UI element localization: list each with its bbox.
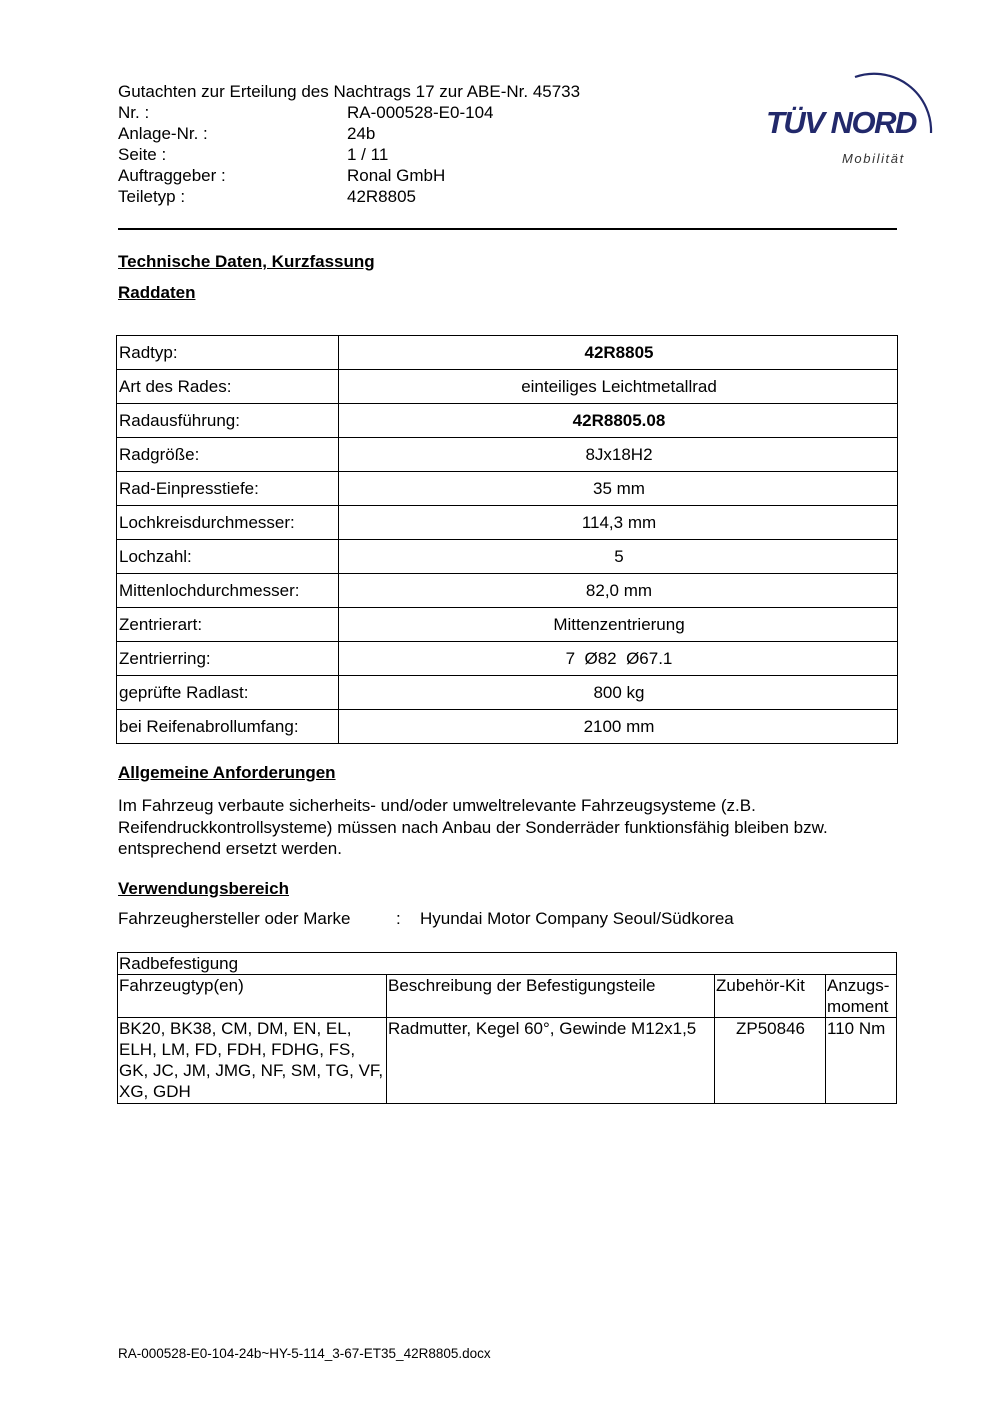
table-row: [117, 540, 898, 574]
row-value: 42R8805.08: [339, 404, 898, 438]
row-value: 2100 mm: [339, 710, 898, 744]
table-row: [117, 404, 898, 438]
raddaten-table: [116, 335, 898, 744]
allgemein-text: Im Fahrzeug verbaute sicherheits- und/oder umweltrelevante Fahrzeugsysteme (z.B. Reifendruckkontrollsysteme) müssen nach Anbau der Sonderräder funktionsfähig bleiben bzw. entsprechend ersetzt werden.: [118, 796, 828, 858]
row-value: Mittenzentrierung: [339, 608, 898, 642]
logo-subtitle: Mobilität: [842, 151, 905, 166]
row-label: Radgröße:: [117, 438, 339, 472]
table-row: [117, 642, 898, 676]
table-title: Radbefestigung: [118, 953, 897, 975]
row-label: Lochkreisdurchmesser:: [117, 506, 339, 540]
table-header-row: [118, 975, 897, 1018]
header-row-seite: [118, 144, 718, 165]
row-value: 7 Ø82 Ø67.1: [339, 642, 898, 676]
row-value: 5: [339, 540, 898, 574]
manufacturer-row: [118, 909, 734, 929]
row-value: 800 kg: [339, 676, 898, 710]
row-value: 114,3 mm: [339, 506, 898, 540]
section-heading-raddaten: Raddaten: [118, 283, 196, 302]
row-label: Zentrierring:: [117, 642, 339, 676]
row-value: 35 mm: [339, 472, 898, 506]
table-title-row: [118, 953, 897, 975]
row-label: Rad-Einpresstiefe:: [117, 472, 339, 506]
header-key: Anlage-Nr. :: [118, 124, 208, 143]
header-key: Auftraggeber :: [118, 166, 226, 185]
table-row: [117, 370, 898, 404]
row-label: geprüfte Radlast:: [117, 676, 339, 710]
header-key: Seite :: [118, 145, 167, 164]
table-row: [117, 472, 898, 506]
manufacturer-colon: :: [396, 909, 401, 928]
section-heading-verwendung: Verwendungsbereich: [118, 879, 289, 898]
manufacturer-value: Hyundai Motor Company Seoul/Südkorea: [420, 909, 734, 928]
row-value: 42R8805: [339, 336, 898, 370]
column-header: Fahrzeugtyp(en): [118, 975, 387, 1018]
header-row-anlage: [118, 123, 718, 144]
section-heading-allgemein: Allgemeine Anforderungen: [118, 763, 336, 782]
tuev-nord-logo: [760, 55, 945, 175]
row-label: Art des Rades:: [117, 370, 339, 404]
header-divider: [118, 228, 897, 230]
header-value: Ronal GmbH: [347, 166, 446, 185]
document-header: [118, 81, 718, 207]
vehicle-types-cell: BK20, BK38, CM, DM, EN, EL, ELH, LM, FD, FDH, FDHG, FS, GK, JC, JM, JMG, NF, SM, TG, VF, XG, GDH: [118, 1018, 387, 1104]
row-label: Radtyp:: [117, 336, 339, 370]
table-row: [117, 608, 898, 642]
footer-filename: RA-000528-E0-104-24b~HY-5-114_3-67-ET35_42R8805.docx: [118, 1346, 491, 1361]
report-title: Gutachten zur Erteilung des Nachtrags 17 zur ABE-Nr. 45733: [118, 82, 581, 101]
table-row: [118, 1018, 897, 1104]
row-label: Mittenlochdurchmesser:: [117, 574, 339, 608]
radbefestigung-table: [117, 952, 897, 1104]
header-row-teiletyp: [118, 186, 718, 207]
header-key: Nr. :: [118, 103, 150, 122]
header-row-auftraggeber: [118, 165, 718, 186]
row-label: Lochzahl:: [117, 540, 339, 574]
description-cell: Radmutter, Kegel 60°, Gewinde M12x1,5: [387, 1018, 715, 1104]
table-row: [117, 336, 898, 370]
table-row: [117, 574, 898, 608]
header-value: 42R8805: [347, 187, 417, 206]
table-row: [117, 710, 898, 744]
row-label: Radausführung:: [117, 404, 339, 438]
row-value: 82,0 mm: [339, 574, 898, 608]
section-heading-technical: Technische Daten, Kurzfassung: [118, 252, 375, 271]
torque-cell: 110 Nm: [826, 1018, 897, 1104]
header-value: 24b: [347, 124, 376, 143]
row-label: bei Reifenabrollumfang:: [117, 710, 339, 744]
column-header: Zubehör-Kit: [715, 975, 826, 1018]
header-key: Teiletyp :: [118, 187, 186, 206]
row-value: einteiliges Leichtmetallrad: [339, 370, 898, 404]
column-header: Beschreibung der Befestigungsteile: [387, 975, 715, 1018]
column-header: Anzugs-moment: [826, 975, 897, 1018]
table-row: [117, 506, 898, 540]
row-label: Zentrierart:: [117, 608, 339, 642]
manufacturer-label: Fahrzeughersteller oder Marke: [118, 909, 351, 928]
logo-brand: TÜV NORD: [766, 105, 916, 140]
table-row: [117, 438, 898, 472]
header-value: 1 / 11: [347, 145, 389, 164]
row-value: 8Jx18H2: [339, 438, 898, 472]
header-row-nr: [118, 102, 718, 123]
header-value: RA-000528-E0-104: [347, 103, 494, 122]
kit-cell: ZP50846: [715, 1018, 826, 1104]
table-row: [117, 676, 898, 710]
